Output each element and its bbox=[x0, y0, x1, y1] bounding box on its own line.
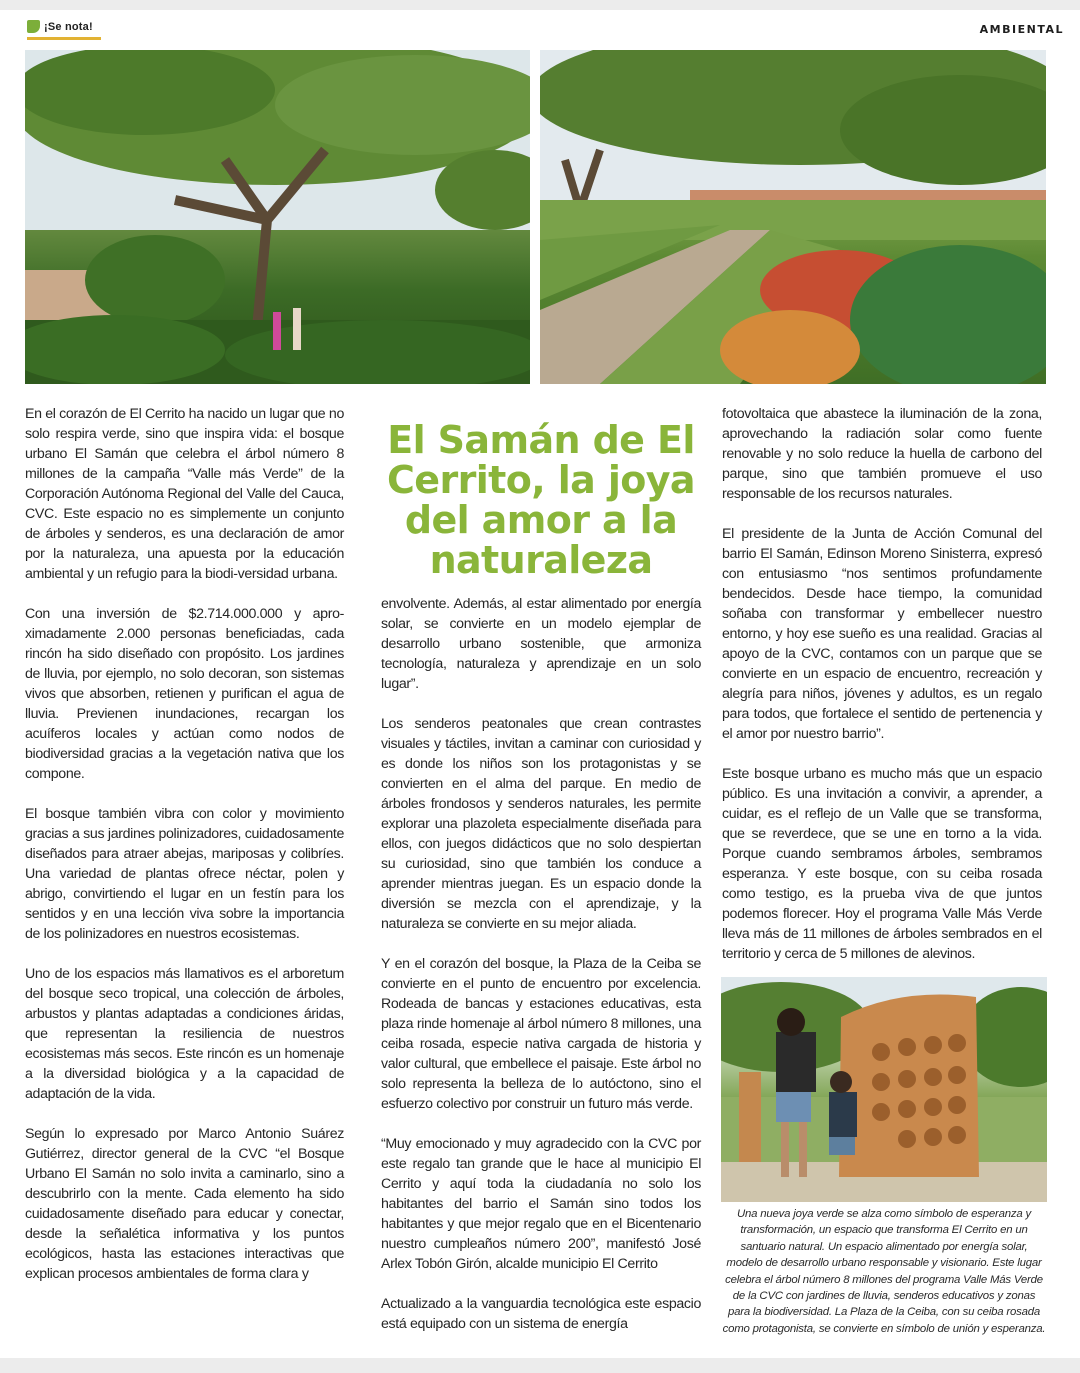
paragraph: Según lo expresado por Marco Antonio Suárez Gutiérrez, director general de la CVC “el Bosque Urbano El Samán no solo invita a caminarlo, sino a descubrirlo con la mente. Cada elemento ha sido cuidadosamente diseñado para educar y conectar, desde la señalética informativa y los puntos ecológicos, hasta las estaciones interactivas que explican procesos ambientales de forma clara y bbox=[25, 1126, 344, 1282]
paragraph: “Muy emocionado y muy agradecido con la CVC por este regalo tan grande que le hace al municipio El Cerrito y aquí toda la ciudadanía no solo los habitantes del barrio el Samán sino todos los habitantes y que mejor regalo que en el Bicentenario nuestro cumpleaños número 200”, manifestó José Arlex Tobón Girón, alcalde municipio El Cerrito bbox=[381, 1136, 701, 1272]
saman-tree-illustration bbox=[25, 50, 530, 384]
leaf-icon bbox=[27, 20, 40, 33]
saman-tree-photo bbox=[25, 50, 530, 384]
article-column-2 bbox=[381, 594, 701, 1354]
paragraph: Con una inversión de $2.714.000.000 y apro-ximadamente 2.000 personas beneficiadas, cada rincón ha sido diseñado con propósito. Los jardines de lluvia, por ejemplo, no solo decoran, son sistemas vivos que absorben, retienen y purifican el agua de lluvia. Previenen inundaciones, recargan los acuíferos locales y actúan como nodos de biodiversidad gracias a la vegetación nativa que los compone. bbox=[25, 606, 344, 782]
article-headline: El Samán de El Cerrito, la joya del amor a la naturaleza bbox=[387, 418, 695, 582]
publication-logo bbox=[27, 20, 93, 33]
photo-caption: Una nueva joya verde se alza como símbolo de esperanza y transformación, un espacio que transforma El Cerrito en un santuario natural. Un espacio alimentado por energía solar, modelo de desarrollo urbano responsable y visionario. Este lugar celebra el árbol número 8 millones del programa Valle Más Verde de la CVC con jardines de lluvia, senderos educativos y zonas para la biodiversidad. La Plaza de la Ceiba, con su ceiba rosada como protagonista, se convierte en símbolo de unión y esperanza. bbox=[722, 1208, 1046, 1335]
paragraph: Uno de los espacios más llamativos es el arboretum del bosque seco tropical, una colección de árboles, arbustos y plantas adaptadas a condiciones áridas, que representan la resiliencia de nuestros ecosistemas más secos. Este rincón es un homenaje a la diversidad biológica y a la capacidad de adaptación de la vida. bbox=[25, 966, 344, 1102]
garden-path-illustration bbox=[540, 50, 1046, 384]
interactive-station-photo bbox=[721, 977, 1047, 1202]
paragraph: fotovoltaica que abastece la iluminación de la zona, aprovechando la radiación solar como fuente renovable y no solo reduce la huella de carbono del parque, sino que también promueve el uso responsable de los recursos naturales. bbox=[722, 406, 1042, 502]
garden-path-photo bbox=[540, 50, 1046, 384]
article-column-1 bbox=[25, 404, 344, 1304]
logo-underline bbox=[27, 37, 101, 40]
paragraph: El bosque también vibra con color y movimiento gracias a sus jardines polinizadores, cuidadosamente diseñados para atraer abejas, mariposas y colibríes. Una variedad de plantas ofrece néctar, polen y abrigo, convirtiendo el lugar en un festín para los sentidos y en una lección viva sobre la importancia de los polinizadores en nuestros ecosistemas. bbox=[25, 806, 344, 942]
paragraph: Y en el corazón del bosque, la Plaza de la Ceiba se convierte en el punto de encuentro por excelencia. Rodeada de bancas y estaciones educativas, esta plaza rinde homenaje al árbol número 8 millones, una ceiba rosada, especie nativa cargada de historia y valor cultural, que embellece el paisaje. Este árbol no solo representa la belleza de lo autóctono, sino el esfuerzo colectivo por construir un futuro más verde. bbox=[381, 956, 701, 1112]
paragraph: Este bosque urbano es mucho más que un espacio público. Es una invitación a convivir, a aprender, a cuidar, es el reflejo de un Valle que se transforma, que se reverdece, que se une en torno a la vida. Porque cuando sembramos árboles, sembramos esperanza. Y este bosque, con su ceiba rosada como testigo, es la prueba viva de que juntos podemos florecer. Hoy el programa Valle Más Verde lleva más de 11 millones de árboles sembrados en el territorio y cerca de 5 millones de alevinos. bbox=[722, 766, 1042, 962]
magazine-page bbox=[0, 10, 1080, 1358]
logo-text: ¡Se nota! bbox=[44, 20, 93, 33]
paragraph: Los senderos peatonales que crean contrastes visuales y táctiles, invitan a caminar con curiosidad y es donde los niños son los protagonistas y se convierten en el alma del parque. En medio de árboles frondosos y senderos naturales, les permite explorar una plazoleta especialmente diseñada para ellos, con juegos didácticos que no solo despiertan su curiosidad, sino que también los conduce a aprender mientras juegan. Es un espacio donde la diversión se mezcla con el aprendizaje, y la naturaleza se convierte en su mejor aliada. bbox=[381, 716, 701, 932]
paragraph: Actualizado a la vanguardia tecnológica este espacio está equipado con un sistema de energía bbox=[381, 1296, 701, 1332]
section-label: AMBIENTAL bbox=[979, 23, 1064, 36]
interactive-station-illustration bbox=[721, 977, 1047, 1202]
paragraph: El presidente de la Junta de Acción Comunal del barrio El Samán, Edinson Moreno Sinisterra, expresó con entusiasmo “nos sentimos profundamente bendecidos. Desde hace tiempo, la comunidad soñaba con transformar y embellecer nuestro entorno, y hoy ese sueño es una realidad. Gracias al apoyo de la CVC, contamos con un parque que se convierte en un espacio de encuentro, recreación y alegría para niños, jóvenes y adultos, es un regalo para todos, que fortalece el sentido de pertenencia y el amor por nuestro barrio”. bbox=[722, 526, 1042, 742]
article-column-3 bbox=[722, 404, 1042, 984]
paragraph: En el corazón de El Cerrito ha nacido un lugar que no solo respira verde, sino que inspira vida: el bosque urbano El Samán que celebra el árbol número 8 millones de la campaña “Valle más Verde” de la Corporación Autónoma Regional del Valle del Cauca, CVC. Este espacio no es simplemente un conjunto de árboles y senderos, es una declaración de amor por la naturaleza, una apuesta por la educación ambiental y un refugio para la biodi-versidad urbana. bbox=[25, 406, 345, 582]
paragraph: envolvente. Además, al estar alimentado por energía solar, se convierte en un modelo ejemplar de desarrollo urbano sostenible, que armoniza tecnología, naturaleza y aprendizaje en un solo lugar”. bbox=[381, 596, 701, 692]
